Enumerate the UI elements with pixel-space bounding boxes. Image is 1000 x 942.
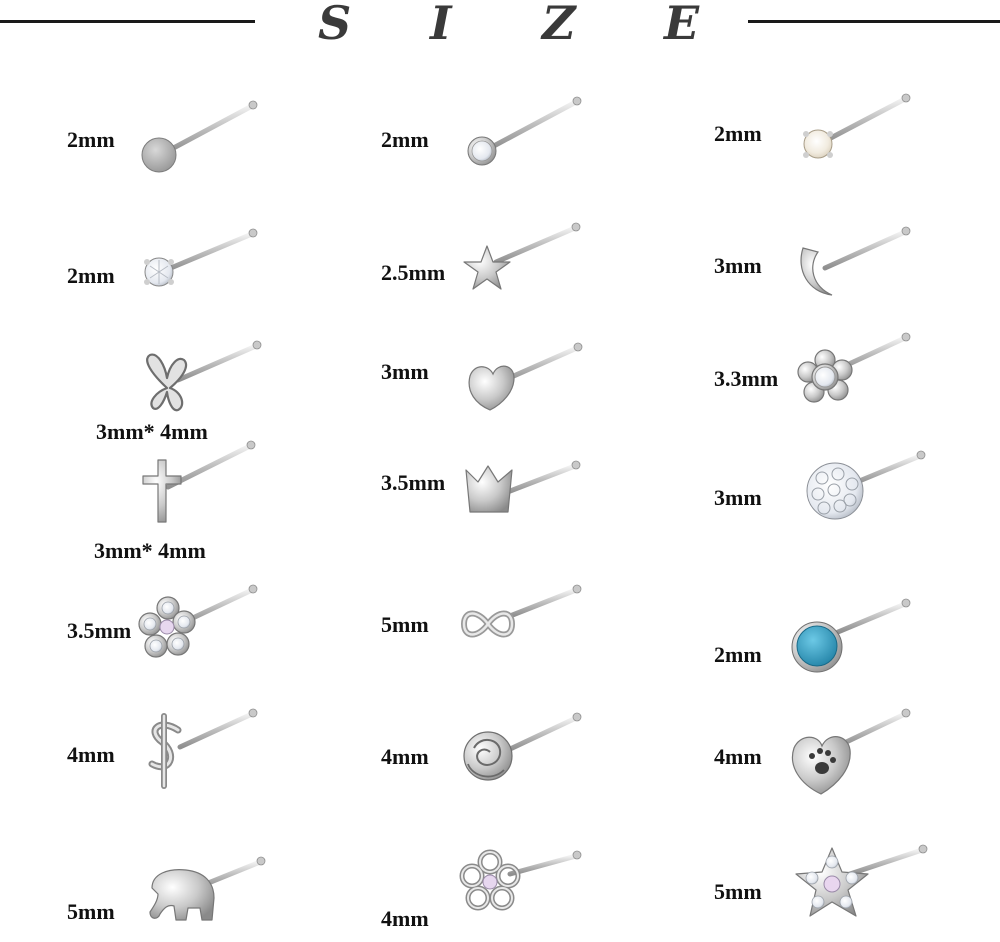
size-label: 4mm [714,744,762,769]
size-label: 4mm [381,744,429,769]
paw-heart-stud-icon [792,709,910,794]
size-label: 2mm [67,263,115,288]
moon-stud-icon [801,227,910,295]
size-label: 5mm [67,899,115,924]
title-letter-z: Z [542,0,576,50]
size-label: 5mm [714,879,762,904]
title-letter-i: I [430,0,452,50]
butterfly-stud-icon [147,341,261,410]
size-label: 2mm [714,121,762,146]
size-label: 2mm [67,127,115,152]
crystal-flower-stud-icon [139,585,257,657]
elephant-stud-icon [150,857,265,920]
crystal-ball-stud-icon [807,451,925,519]
turquoise-stud-icon [792,599,910,672]
title-letter-s: S [318,0,352,50]
crystal-prong-stud-icon [144,229,257,286]
crystal-star-stud-icon [796,845,927,916]
star-stud-icon [464,223,580,289]
crystal-bezel-stud-icon [468,97,581,165]
flower-crystal-stud-icon [798,333,910,402]
size-label: 4mm [381,906,429,931]
rose-stud-icon [464,713,581,780]
size-label: 3.5mm [381,470,446,495]
size-label: 3mm [714,253,762,278]
dollar-stud-icon [152,709,257,786]
size-label: 3.5mm [67,618,132,643]
cross-stud-icon [143,441,255,522]
heart-stud-icon [469,343,582,410]
open-flower-stud-icon [462,851,581,908]
title-letter-e: E [664,0,700,50]
size-label: 3mm* 4mm [94,538,206,563]
size-label: 3mm [714,485,762,510]
size-label: 4mm [67,742,115,767]
ball-stud-icon [142,101,257,172]
size-label: 2mm [381,127,429,152]
size-label: 3.3mm [714,366,779,391]
opal-prong-stud-icon [803,94,910,158]
crown-stud-icon [466,461,580,512]
size-label: 2.5mm [381,260,446,285]
size-label: 3mm [381,359,429,384]
infinity-stud-icon [464,585,581,635]
size-label: 2mm [714,642,762,667]
size-label: 5mm [381,612,429,637]
size-label: 3mm* 4mm [96,419,208,444]
